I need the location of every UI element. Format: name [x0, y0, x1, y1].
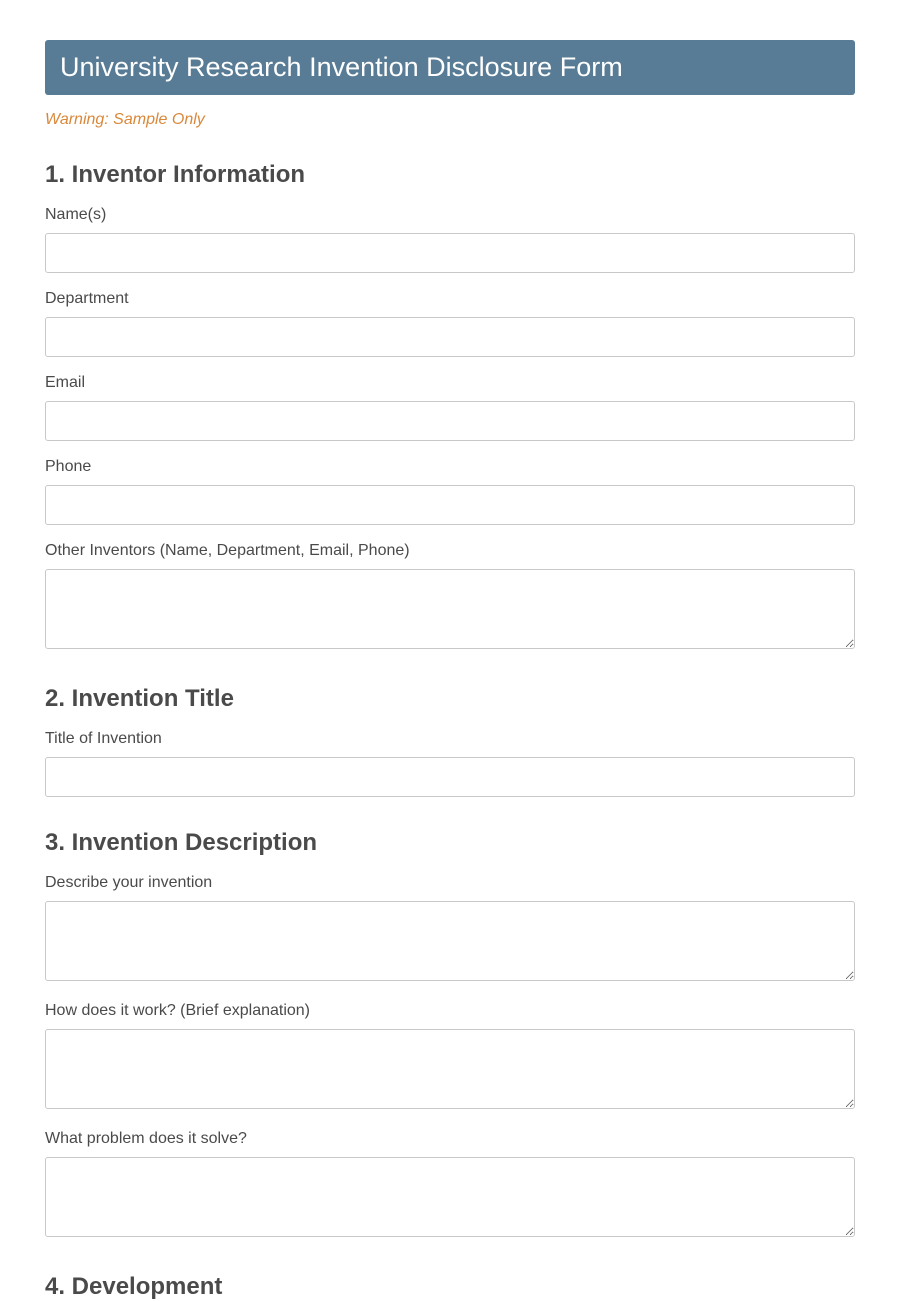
invention-title-input[interactable]: [45, 757, 855, 797]
label-title-of-invention: Title of Invention: [45, 730, 162, 747]
label-problem-solved: What problem does it solve?: [45, 1130, 247, 1147]
names-input[interactable]: [45, 233, 855, 273]
label-how-it-works: How does it work? (Brief explanation): [45, 1002, 311, 1019]
department-input[interactable]: [45, 317, 855, 357]
describe-invention-textarea[interactable]: [45, 901, 855, 981]
label-email: Email: [45, 374, 86, 391]
label-phone: Phone: [45, 458, 92, 475]
section-heading-development: 4. Development: [45, 1273, 223, 1300]
label-department: Department: [45, 290, 129, 307]
section-heading-invention-description: 3. Invention Description: [45, 829, 318, 856]
section-heading-inventor-info: 1. Inventor Information: [45, 161, 306, 188]
email-input[interactable]: [45, 401, 855, 441]
form-header: University Research Invention Disclosure Form: [45, 40, 855, 95]
label-describe-invention: Describe your invention: [45, 874, 213, 891]
how-it-works-textarea[interactable]: [45, 1029, 855, 1109]
warning-text: Warning: Sample Only: [45, 111, 205, 128]
label-other-inventors: Other Inventors (Name, Department, Email, Phone): [45, 542, 410, 559]
other-inventors-textarea[interactable]: [45, 569, 855, 649]
section-heading-invention-title: 2. Invention Title: [45, 685, 234, 712]
phone-input[interactable]: [45, 485, 855, 525]
label-names: Name(s): [45, 206, 107, 223]
problem-solved-textarea[interactable]: [45, 1157, 855, 1237]
